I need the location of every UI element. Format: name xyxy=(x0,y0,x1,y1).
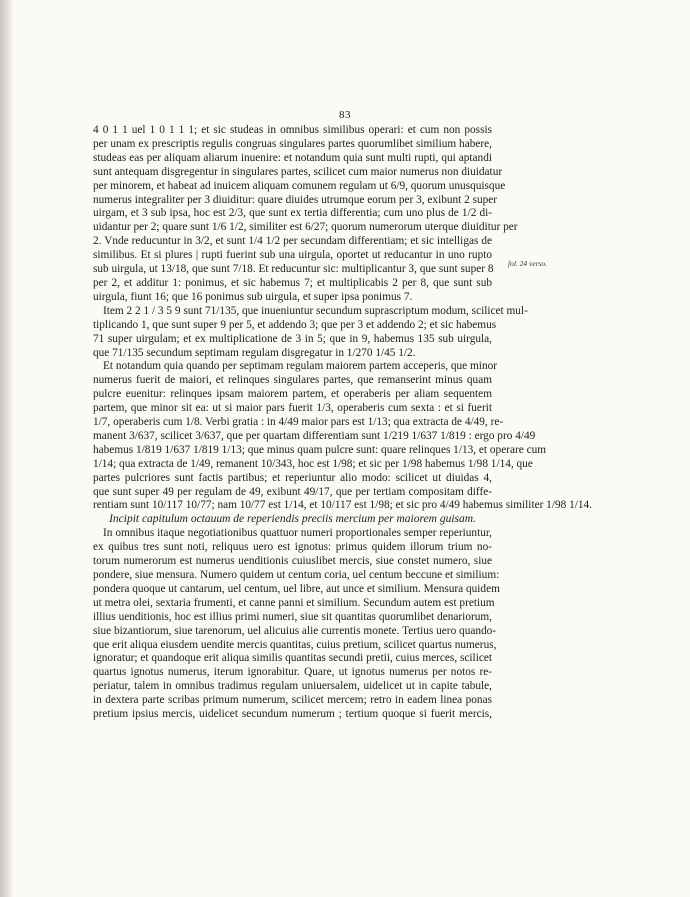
page-number: 83 xyxy=(339,109,351,121)
text-line: pondere, siue mensura. Numero quidem ut centum coria, uel centum beccune et similium: xyxy=(93,569,500,581)
text-line: uidantur per 2; quare sunt 1/6 1/2, similiter est 6/27; quorum numerorum uterque diuiditur per xyxy=(93,221,518,234)
text-line: 1/14; qua extracta de 1/49, remanent 10/343, hoc est 1/98; et sic per 1/98 habemus 1/98 1/14, que xyxy=(93,457,533,470)
text-line: partes pulcriores sunt factis partibus; et reperiuntur alio modo: scilicet ut diuidas 4, xyxy=(93,471,492,484)
text-line: que erit aliqua eiusdem uendite mercis quantitas, cuius pretium, scilicet quartus numerus, xyxy=(93,638,497,651)
text-line: habemus 1/819 1/637 1/819 1/13; que minus quam pulcre sunt: quare relinques 1/13, et operare cum xyxy=(93,443,547,456)
text-line: rentiam sunt 10/117 10/77; nam 10/77 est 1/14, et 10/117 est 1/98; et sic pro 4/49 habemus similiter 1/98 1/14. xyxy=(93,499,592,512)
text-line: sub uirgula, ut 13/18, que sunt 7/18. Et reducuntur sic: multiplicantur 3, que sunt super 8 xyxy=(93,263,494,276)
text-line: 4 0 1 1 uel 1 0 1 1 1; et sic studeas in omnibus similibus operari: et cum non possis xyxy=(93,124,492,136)
text-line: periatur, talem in omnibus tradimus regulam uniuersalem, uidelicet ut in capite tabule, xyxy=(93,680,492,693)
text-line: illius uenditionis, hoc est illius primi numeri, siue sit quantitas quorumlibet denariorum, xyxy=(93,610,492,623)
text-line: pretium ipsius mercis, uidelicet secundum numerum ; tertium quoque si fuerit mercis, xyxy=(93,708,492,721)
chapter-heading: Incipit capitulum octauum de reperiendis preciis mercium per maiorem guisam. xyxy=(109,513,476,526)
text-line: studeas eas per aliquam aliarum inuenire: et notandum quia sunt multi rupti, qui aptandi xyxy=(93,151,492,164)
text-line: 2. Vnde reducuntur in 3/2, et sunt 1/4 1/2 per secundam differentiam; et sic intelligas de xyxy=(93,235,492,248)
text-line: per 2, et additur 1: ponimus, et sic habemus 7; et multiplicabis 2 per 8, que sunt sub xyxy=(93,276,492,289)
text-line: ex quibus tres sunt noti, reliquus uero est ignotus: primus quidem illorum trium no- xyxy=(93,541,492,554)
text-line: partem, que minor sit ea: ut si maior pars fuerit 1/3, operaberis cum sexta : et si fuerit xyxy=(93,402,492,415)
text-line: in dextera parte scribas primum numerum, scilicet mercem; retro in eadem linea ponas xyxy=(93,694,492,707)
text-line: torum numerorum est numerus uenditionis cuiuslibet mercis, siue constet numero, siue xyxy=(93,555,492,568)
text-line: uirgula, fiunt 16; que 16 ponimus sub uirgula, et super ipsa ponimus 7. xyxy=(93,290,413,303)
text-line: siue bizantiorum, siue tarenorum, uel alicuius alie currentis monete. Tertius uero quando- xyxy=(93,624,497,637)
text-line: ut metra olei, sextaria frumenti, et canne panni et similium. Secundum autem est pretium xyxy=(93,596,495,609)
text-line: pondera quoque ut cantarum, uel centum, uel libre, aut unce et similium. Mensura quidem xyxy=(93,582,500,595)
page-edge-shadow xyxy=(0,0,14,897)
text-line: tiplicando 1, que sunt super 9 per 5, et addendo 3; que per 3 et addendo 2; et sic habemus xyxy=(93,318,497,331)
margin-note: fol. 24 verso. xyxy=(508,259,548,268)
text-line: sunt antequam disgregentur in singulares partes, scilicet cum maior numerus non diuidatur xyxy=(93,165,503,178)
text-line: per unam ex prescriptis regulis congruas singulares partes quorumlibet similium habere, xyxy=(93,137,492,150)
text-line: per minorem, et habeat ad inuicem aliquam comunem regulam ut 6/9, quorum unusquisque xyxy=(93,179,506,192)
text-line: pulcre euenitur: relinques ipsam maiorem partem, et operaberis per aliam sequentem xyxy=(93,388,492,401)
text-line: similibus. Et si plures | rupti fuerint sub una uirgula, oportet ut reducantur in uno rupto xyxy=(93,249,492,262)
text-line: numerus integraliter per 3 diuiditur: quare diuides utrumque eorum per 3, exibunt 2 super xyxy=(93,193,498,206)
text-line: Et notandum quia quando per septimam regulam maiorem partem acceperis, que minor xyxy=(103,360,498,373)
text-line: Item 2 2 1 / 3 5 9 sunt 71/135, que inueniuntur secundum suprascriptum modum, scilicet mul- xyxy=(103,304,528,317)
text-line: 1/7, operaberis cum 1/8. Verbi gratia : in 4/49 maior pars est 1/13; qua extracta de 4/49, re- xyxy=(93,416,504,429)
text-line: manent 3/637, scilicet 3/637, que per quartam differentiam sunt 1/219 1/637 1/819 : ergo pro 4/49 xyxy=(93,429,536,442)
text-line: que sunt super 49 per regulam de 49, exibunt 49/17, que per tertiam compositam diffe- xyxy=(93,485,492,498)
text-line: quartus ignotus numerus, iterum ignorabitur. Quare, ut ignotus numerus per notos re- xyxy=(93,666,492,679)
text-line: In omnibus itaque negotiationibus quattuor numeri proportionales semper reperiuntur, xyxy=(103,527,492,540)
text-line: ignoratur; et quandoque erit aliqua similis quantitas secundi pretii, cuius merces, scilicet xyxy=(93,652,492,665)
text-line: uirgam, et 3 sub ipsa, hoc est 2/3, que sunt ex tertia differentia; cum uno plus de 1/2 di- xyxy=(93,207,492,220)
text-line: numerus fuerit de maiori, et relinques singulares partes, que remanserint minus quam xyxy=(93,374,492,387)
text-line: 71 super uirgulam; et ex multiplicatione de 3 in 5; que in 9, habemus 135 sub uirgula, xyxy=(93,332,492,345)
text-line: que 71/135 secundum septimam regulam disgregatur in 1/270 1/45 1/2. xyxy=(93,346,416,359)
